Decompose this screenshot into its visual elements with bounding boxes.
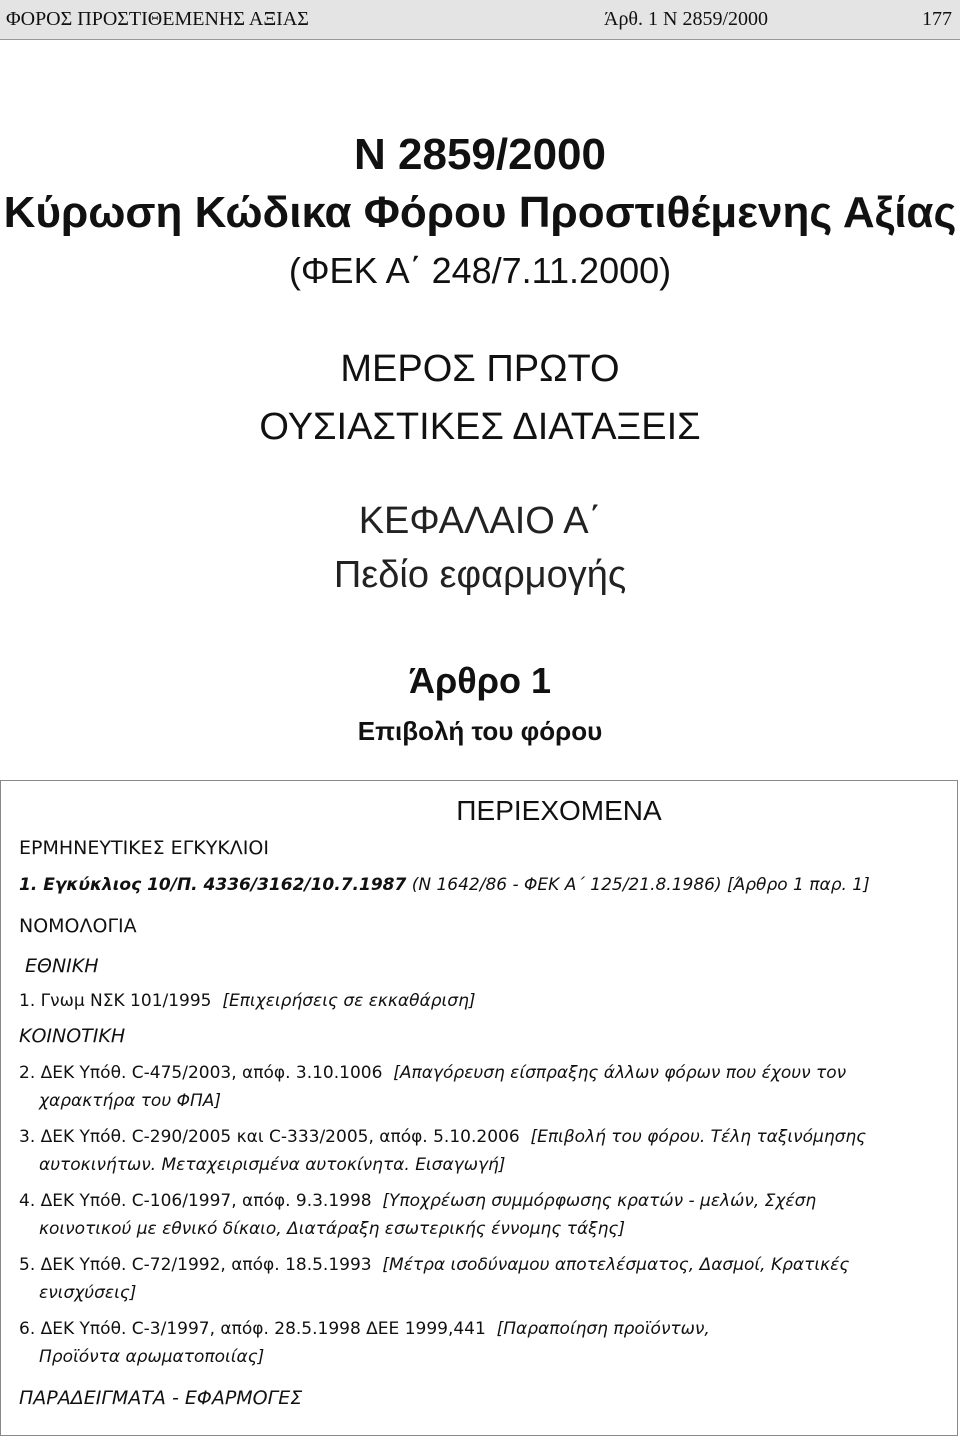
case-desc: [Απαγόρευση είσπραξης άλλων φόρων που έχουν τον: [393, 1063, 847, 1083]
case-desc: [Παραποίηση προϊόντων,: [496, 1319, 710, 1339]
list-item: [19, 991, 475, 1011]
examples-heading: ΠΑΡΑΔΕΙΓΜΑΤΑ - ΕΦΑΡΜΟΓΕΣ: [19, 1387, 303, 1409]
chapter-heading: ΚΕΦΑΛΑΙΟ Α΄: [358, 500, 602, 542]
article-subtitle: Επιβολή του φόρου: [357, 716, 603, 746]
case-ref: 3. ΔΕΚ Υπόθ. C-290/2005 και C-333/2005, απόφ. 5.10.2006: [19, 1127, 520, 1147]
case-desc-cont: Προϊόντα αρωματοποιίας]: [39, 1347, 265, 1367]
case-ref: 2. ΔΕΚ Υπόθ. C-475/2003, απόφ. 3.10.1006: [19, 1063, 383, 1083]
case-desc-cont: αυτοκινήτων. Μεταχειρισμένα αυτοκίνητα. Εισαγωγή]: [39, 1155, 506, 1175]
case-ref: 5. ΔΕΚ Υπόθ. C-72/1992, απόφ. 18.5.1993: [19, 1255, 372, 1275]
case-ref: 1. Γνωμ ΝΣΚ 101/1995: [19, 991, 212, 1011]
circular-desc: (Ν 1642/86 - ΦΕΚ Α΄ 125/21.8.1986) [Άρθρο 1 παρ. 1]: [411, 875, 870, 895]
header-article-ref: Άρθ. 1 Ν 2859/2000: [604, 8, 769, 30]
running-header: [0, 0, 960, 40]
national-heading: ΕΘΝΙΚΗ: [25, 955, 99, 977]
list-item: [19, 1127, 866, 1147]
header-section-title: ΦΟΡΟΣ ΠΡΟΣΤΙΘΕΜΕΝΗΣ ΑΞΙΑΣ: [6, 8, 309, 30]
contents-heading: ΠΕΡΙΕΧΟΜΕΝΑ: [456, 795, 662, 826]
case-desc: [Μέτρα ισοδύναμου αποτελέσματος, Δασμοί, Κρατικές: [382, 1255, 850, 1275]
community-heading: ΚΟΙΝΟΤΙΚΗ: [19, 1025, 126, 1047]
law-title: Κύρωση Κώδικα Φόρου Προστιθέμενης Αξίας: [3, 188, 957, 237]
case-desc: [Επιβολή του φόρου. Τέλη ταξινόμησης: [530, 1127, 867, 1147]
article-title: Άρθρο 1: [408, 660, 551, 701]
case-desc-cont: χαρακτήρα του ΦΠΑ]: [39, 1091, 221, 1111]
list-item: [19, 1319, 710, 1339]
case-desc: [Υποχρέωση συμμόρφωσης κρατών - μελών, Σχέση: [382, 1191, 817, 1211]
list-item: [19, 1191, 816, 1211]
case-desc-cont: κοινοτικού με εθνικό δίκαιο, Διατάραξη εσωτερικής έννομης τάξης]: [39, 1219, 626, 1239]
law-number: Ν 2859/2000: [354, 130, 606, 179]
circular-ref: 1. Εγκύκλιος 10/Π. 4336/3162/10.7.1987: [19, 875, 407, 895]
case-ref: 6. ΔΕΚ Υπόθ. C-3/1997, απόφ. 28.5.1998 ΔΕΕ 1999,441: [19, 1319, 486, 1339]
case-desc: [Επιχειρήσεις σε εκκαθάριση]: [222, 991, 476, 1011]
chapter-subheading: Πεδίο εφαρμογής: [333, 554, 627, 596]
list-item: [19, 1063, 846, 1083]
case-law-heading: ΝΟΜΟΛΟΓΙΑ: [19, 915, 137, 937]
page-number: 177: [922, 8, 952, 30]
part-subheading: ΟΥΣΙΑΣΤΙΚΕΣ ΔΙΑΤΑΞΕΙΣ: [259, 406, 701, 448]
case-desc-cont: ενισχύσεις]: [39, 1283, 137, 1303]
list-item: [19, 1255, 849, 1275]
list-item: [19, 875, 870, 895]
gazette-reference: (ΦΕΚ Α΄ 248/7.11.2000): [288, 250, 672, 291]
part-heading: ΜΕΡΟΣ ΠΡΩΤΟ: [340, 348, 620, 390]
contents-box: [0, 780, 958, 1436]
circulars-heading: ΕΡΜΗΝΕΥΤΙΚΕΣ ΕΓΚΥΚΛΙΟΙ: [19, 837, 269, 859]
case-ref: 4. ΔΕΚ Υπόθ. C-106/1997, απόφ. 9.3.1998: [19, 1191, 372, 1211]
